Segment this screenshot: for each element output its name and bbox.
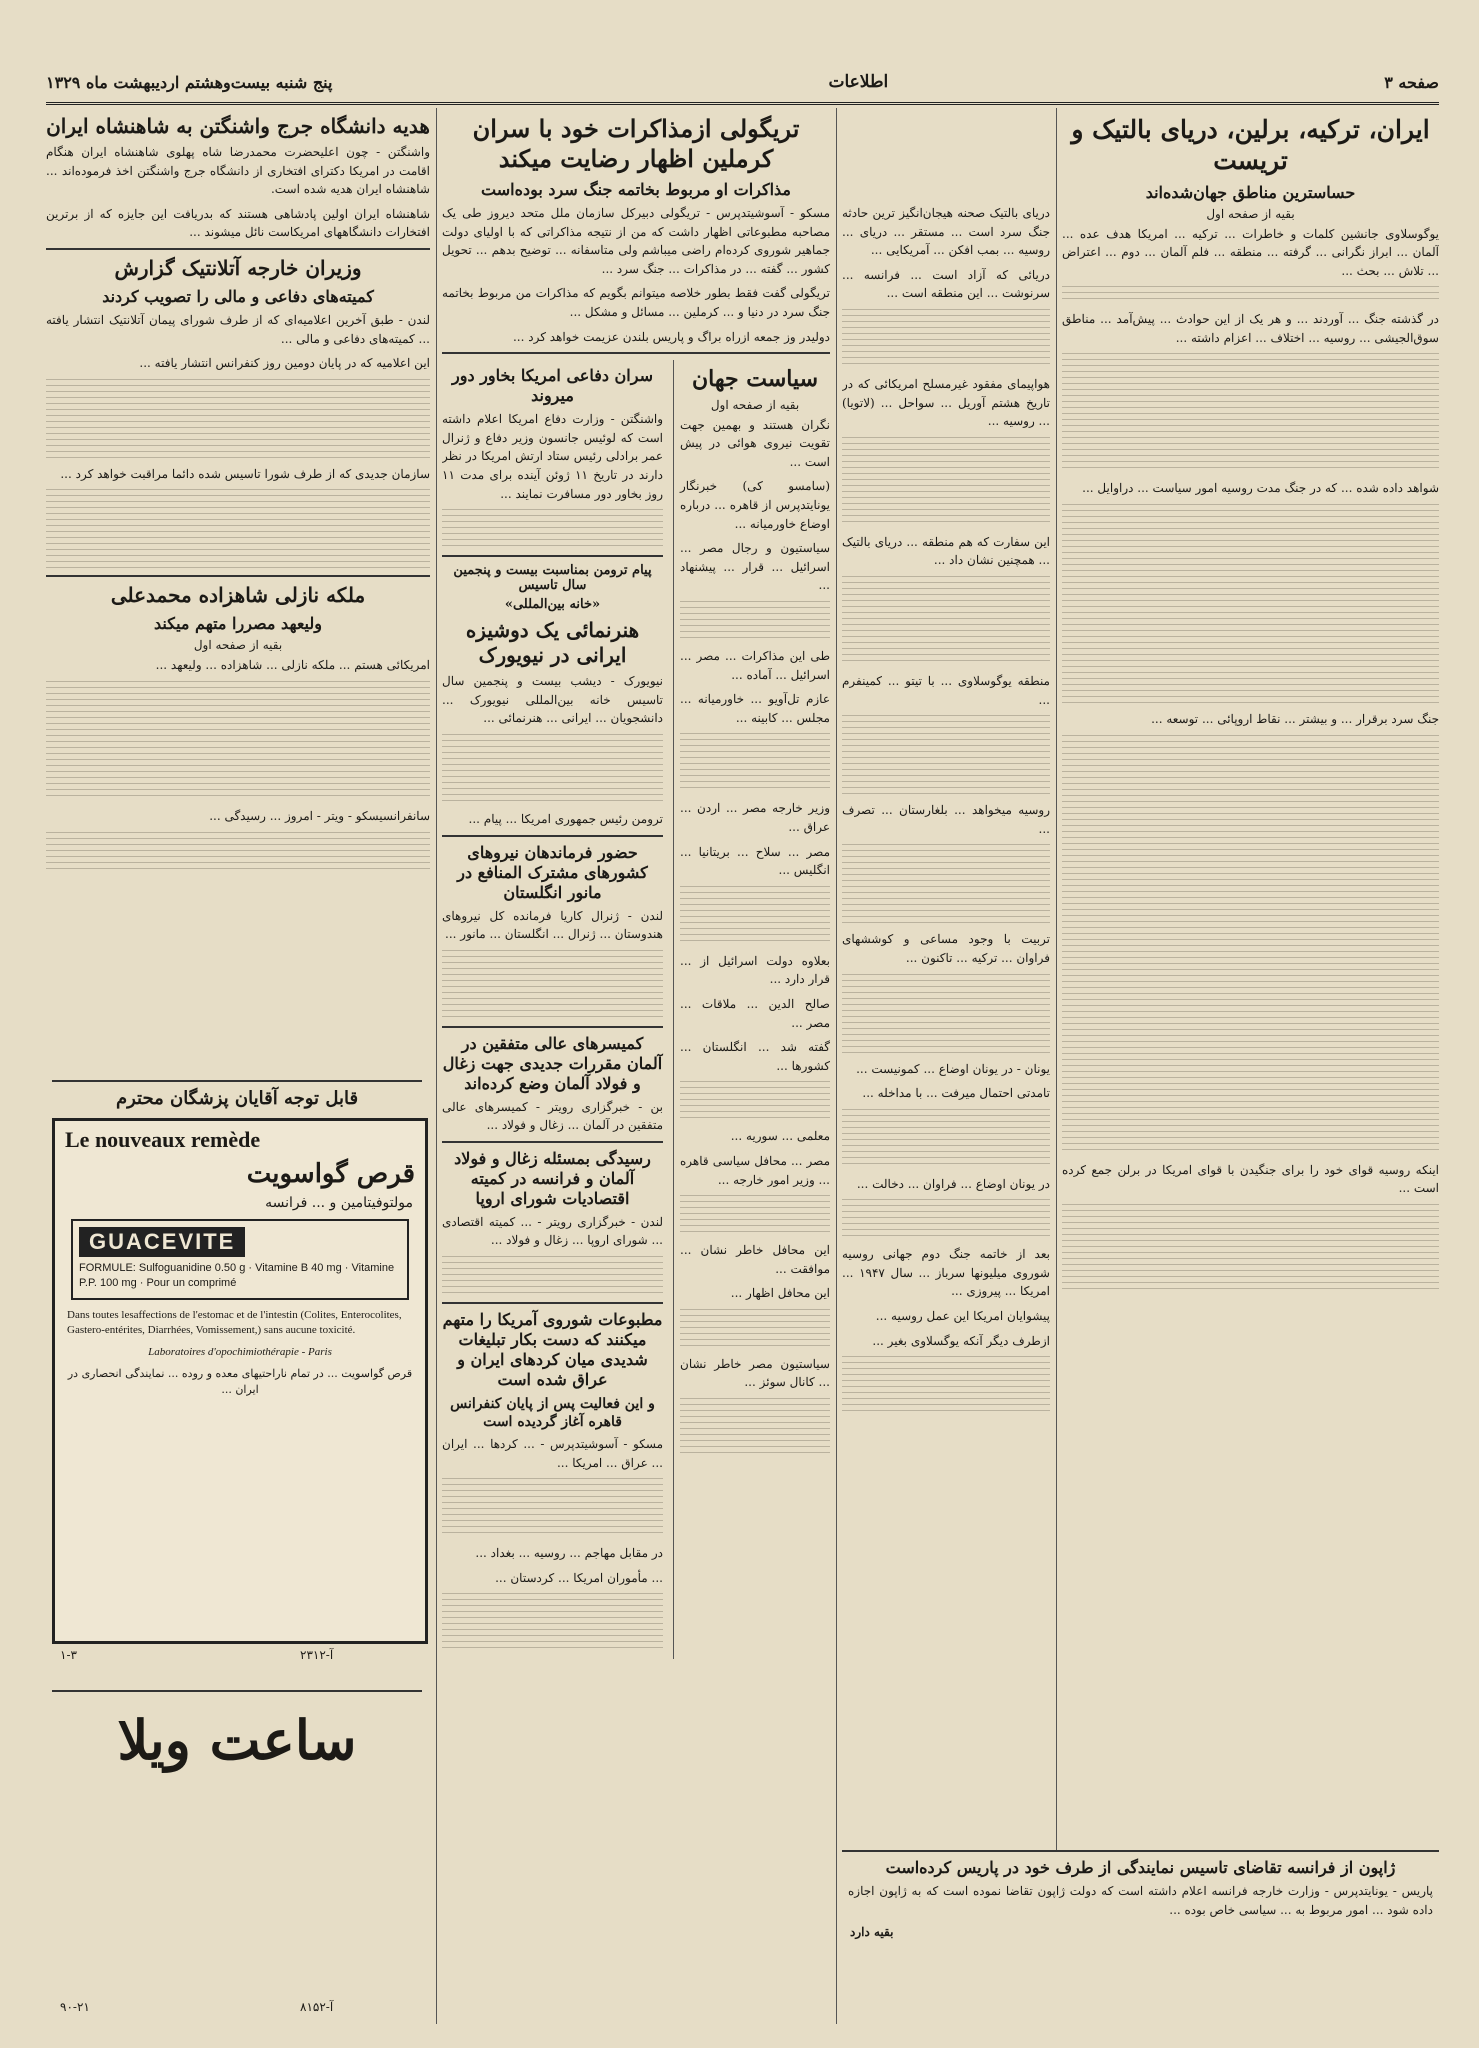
article-text: صالح الدین ... ملاقات ... مصر ... (680, 996, 830, 1030)
text-fill (442, 1256, 663, 1296)
column-rule (836, 108, 837, 2024)
subheadline: حساسترین مناطق جهان‌شده‌اند (1145, 182, 1356, 202)
ad-footer: قرص گواسویت ... در تمام ناراحتیهای معده و روده ... نمایندگی انحصاری در ایران ... (67, 1366, 413, 1397)
article-text: پیشوایان امریکا این عمل روسیه ... (875, 1309, 1050, 1324)
text-fill (1062, 504, 1439, 704)
ad-indication: Dans toutes lesaffections de l'estomac et de l'intestin (Colites, Enterocolites, Gastero-entérites, Diarrhées, Vomissement,) sans aucune toxicité. (67, 1308, 402, 1337)
article-text: (سامسو کی) خبرنگار یونایتدپرس از قاهره ... درباره اوضاع خاورمیانه ... (680, 479, 830, 531)
text-fill (680, 733, 830, 793)
article-text: واشنگتن - چون اعلیحضرت محمدرضا شاه پهلوی شاهنشاه ایران هنگام اقامت در امریکا دکترای افتخاری از دانشگاه جرج واشنگتن اخذ فرموده‌اند ... شاهنشاه ایران هدیه شده است. (46, 145, 430, 197)
guacevite-ad (52, 1118, 428, 1644)
article-text: ازطرف دیگر آنکه یوگسلاوی بغیر ... (872, 1333, 1050, 1348)
text-fill (842, 974, 1050, 1054)
story-subheadline: و این فعالیت پس از پایان کنفرانس قاهره آغاز گردیده است (450, 1396, 655, 1430)
product-name: GUACEVITE (79, 1227, 245, 1257)
subheadline: مذاکرات او مربوط بخاتمه جنگ سرد بوده‌است (481, 180, 791, 199)
text-fill (842, 844, 1050, 924)
story-kicker: پیام ترومن بمناسبت بیست و پنجمین سال تاسیس (453, 563, 652, 594)
story-subheadline: ولیعهد مصررا متهم میکند (154, 614, 322, 634)
article-text: نیویورک - دیشب بیست و پنجمین سال تاسیس خانه بین‌المللی نیویورک ... دانشجویان ... ایرانی ... هنرنمائی ... (442, 674, 663, 726)
article-text: دریای بالتیک صحنه هیجان‌انگیز ترین حادثه جنگ سرد است ... مستقر ... دریای ... روسیه ... بمب افکن ... آمریکایی ... (842, 206, 1050, 258)
article-text: در مقابل مهاجم ... روسیه ... بغداد ... (475, 1546, 663, 1561)
article-text: این محافل اظهار ... (730, 1286, 830, 1301)
text-fill (680, 601, 830, 641)
text-fill (46, 489, 430, 569)
story-headline: کمیسرهای عالی متفقین در آلمان مقررات جدیدی جهت زغال و فولاد آلمان وضع کرده‌اند (442, 1033, 663, 1093)
date-line: پنج شنبه بیست‌وهشتم اردیبهشت ماه ۱۳۲۹ (46, 72, 333, 92)
text-fill (1062, 1204, 1439, 1294)
story-headline: وزیران خارجه آتلانتیک گزارش (114, 255, 362, 280)
text-fill (680, 886, 830, 946)
article-text: در گذشته جنگ ... آوردند ... و هر یک از این حوادث ... پیش‌آمد ... مناطق سوق‌الجیشی ... روسیه ... اختلاف ... اعزام داشته ... (1062, 312, 1439, 345)
article-text: سازمان جدیدی که از طرف شورا تاسیس شده دائما مراقبت خواهد کرد ... (60, 466, 430, 481)
article-text: در یونان اوضاع ... فراوان ... دخالت ... (856, 1176, 1050, 1191)
ad-lab: Laboratoires d'opochimiothérapie - Paris (148, 1345, 332, 1358)
japan-story (842, 1850, 1439, 2026)
article-text: گفته شد ... انگلستان ... کشورها ... (680, 1040, 830, 1073)
article-text: اینکه روسیه قوای خود را برای جنگیدن با قوای امریکا در برلن جمع کرده است ... (1062, 1162, 1439, 1196)
text-fill (842, 309, 1050, 369)
mid-stories (442, 360, 663, 1659)
text-fill (680, 1081, 830, 1121)
article-text: پاریس - یونایتدپرس - وزارت خارجه فرانسه اعلام داشته است که دولت ژاپون تقاضا نموده است که به ژاپون اجازه داده شود ... امور مربوط به ... سیاسی خاص بوده ... (848, 1884, 1433, 1917)
article-text: شاهنشاه ایران اولین پادشاهی هستند که بدریافت این جایزه که از برترین افتخارات دانشگاههای امریکاست نائل میشوند ... (46, 206, 430, 240)
article-text: مصر ... محافل سیاسی قاهره ... وزیر امور خارجه ... (680, 1153, 830, 1187)
story-headline: هنرنمائی یک دوشیزه ایرانی در نیویورک (465, 618, 640, 668)
article-text: یونان - در یونان اوضاع ... کمونیست ... (856, 1061, 1050, 1076)
article-text: این سفارت که هم منطقه ... دریای بالتیک ... همچنین نشان داد ... (842, 534, 1050, 568)
article-text: تامدتی احتمال میرفت ... با مداخله ... (862, 1086, 1050, 1101)
text-fill (680, 1398, 830, 1458)
story-headline: سران دفاعی امریکا بخاور دور میروند (452, 366, 653, 406)
article-text: سیاستیون و رجال مصر ... اسرائیل ... قرار ... پیشنهاد ... (680, 541, 830, 593)
article-text: طی این مذاکرات ... مصر ... اسرائیل ... آماده ... (680, 649, 830, 682)
headline: تریگولی ازمذاکرات خود با سران کرملین اظهار رضایت میکند (472, 114, 800, 173)
text-fill (46, 379, 430, 459)
signoff: بقیه دارد (850, 1925, 894, 1940)
section-rule (442, 1302, 663, 1304)
ad-code: ۹۰-۲۱ (60, 2000, 90, 2014)
article-text: این اعلامیه که در پایان دومین روز کنفرانس انتشار یافته ... (139, 356, 430, 371)
article-text: هواپیمای مفقود غیرمسلح امریکائی که در تاریخ هشتم آوریل ... سواحل ... (لاتویا) ... روسیه ... (842, 376, 1050, 429)
column-rule (1056, 108, 1057, 2024)
article-text: این محافل خاطر نشان ... موافقت ... (680, 1243, 830, 1276)
section-rule (442, 1141, 663, 1143)
section-rule (442, 835, 663, 837)
text-fill (1062, 286, 1439, 304)
continued-note: بقیه از صفحه اول (710, 397, 800, 412)
text-fill (842, 437, 1050, 527)
article-text: معلمی ... سوریه ... (730, 1129, 830, 1144)
article-text: شواهد داده شده ... که در جنگ مدت روسیه امور سیاست ... دراوایل ... (1082, 481, 1439, 496)
text-fill (842, 1199, 1050, 1239)
ad-code: ۲۳۱۲-آ (300, 1648, 334, 1662)
article-text: مسکو - آسوشیتدپرس - ... کردها ... ایران ... عراق ... امریکا ... (442, 1437, 663, 1470)
page-number: صفحه ۳ (1384, 72, 1439, 92)
section-rule (442, 1026, 663, 1028)
story-headline: ژاپون از فرانسه تقاضای تاسیس نمایندگی از طرف خود در پاریس کرده‌است (885, 1858, 1396, 1877)
article-text: لندن - خبرگزاری رویتر - ... کمیته اقتصادی ... شورای اروپا ... زغال و فولاد ... (442, 1214, 663, 1248)
article-text: مصر ... سلاح ... بریتانیا ... انگلیس ... (680, 844, 830, 878)
column-right (1062, 108, 1439, 2024)
article-text: ترومن رئیس جمهوری امریکا ... پیام ... (468, 811, 663, 826)
story-quote: «خانه بین‌المللی» (504, 597, 601, 613)
story-headline: مطبوعات شوروی آمریکا را متهم میکنند که دست بکار تبلیغات شدیدی میان کردهای ایران و عراق شده است (442, 1310, 663, 1390)
article-text: روسیه میخواهد ... بلغارستان ... تصرف ... (842, 803, 1050, 836)
article-text: بن - خبرگزاری رویتر - کمیسرهای عالی متفقین در آلمان ... زغال و فولاد ... (442, 1099, 663, 1133)
world-politics-column (673, 360, 830, 1659)
text-fill (680, 1309, 830, 1349)
article-text: دریائی که آزاد است ... فرانسه ... سرنوشت ... این منطقه است ... (842, 267, 1050, 301)
notice-doctors: قابل توجه آقایان پزشگان محترم (52, 1080, 422, 1109)
article-text: لندن - ژنرال کاریا فرمانده کل نیروهای هندوستان ... ژنرال ... انگلستان ... مانور ... (442, 908, 663, 942)
text-fill (842, 576, 1050, 666)
continued-note: بقیه از صفحه اول (1206, 206, 1295, 221)
text-fill (442, 950, 663, 1020)
text-fill (442, 734, 663, 804)
text-fill (442, 1593, 663, 1653)
article-text: واشنگتن - وزارت دفاع امریکا اعلام داشته است که لوئیس جانسون وزیر دفاع و ژنرال عمر برادلی رئیس ستاد ارتش امریکا در نظر دارند در تاریخ ۱۱ ژوئن آینده برای مدت ۱۱ روز بخاور دور مسافرت نمایند ... (442, 412, 663, 501)
text-fill (442, 509, 663, 549)
article-text: تریگولی گفت فقط بطور خلاصه میتوانم بگویم که مذاکرات من مربوط بخاتمه جنگ سرد در دنیا و ... کرملین ... مسائل و مشکل ... (442, 286, 830, 319)
article-text: سیاستیون مصر خاطر نشان ... کانال سوئز ... (680, 1356, 830, 1390)
masthead (46, 62, 1439, 105)
watch-ad-title: ساعت ویلا (117, 1708, 357, 1772)
article-text: جنگ سرد برقرار ... و بیشتر ... نقاط اروپائی ... توسعه ... (1151, 712, 1439, 727)
article-text: منطقه یوگوسلاوی ... با تیتو ... کمینفرم ... (842, 673, 1050, 707)
story-headline: حضور فرماندهان نیروهای کشورهای مشترک المنافع در مانور انگلستان (457, 842, 648, 902)
text-fill (1062, 353, 1439, 473)
story-headline: ملکه نازلی شاهزاده محمدعلی (110, 583, 366, 608)
story-headline: رسیدگی بمسئله زغال و فولاد آلمان و فرانسه در کمیته اقتصادیات شورای اروپا (454, 1148, 651, 1208)
ad-tagline: مولتوفیتامین و ... فرانسه (265, 1195, 413, 1211)
article-text: مسکو - آسوشیتدپرس - تریگولی دبیرکل سازمان ملل متحد دیروز طی یک مصاحبه مطبوعاتی اظهار داشت که من از نتیجه مذاکراتی که با اولیای دولت جماهیر شوروی کرده‌ام راضی میباشم ولی متاسفانه ... توضیح بدهم ... تحویل کشور ... گفته ... در مذاکرات ... جنگ سرد ... (442, 206, 830, 276)
section-rule (46, 575, 430, 577)
column-mid (442, 108, 830, 2024)
ad-persian-title: قرص گواسویت (246, 1159, 415, 1189)
text-fill (842, 1356, 1050, 1416)
article-text: ... مأموران امریکا ... کردستان ... (495, 1570, 663, 1585)
product-formula: FORMULE: Sulfoguanidine 0.50 g · Vitamine B 40 mg · Vitamine P.P. 100 mg · Pour un comprimé (79, 1262, 395, 1290)
article-text: عازم تل‌آویو ... خاورمیانه ... مجلس ... کابینه ... (680, 692, 830, 725)
article-text: وزیر خارجه مصر ... اردن ... عراق ... (680, 801, 830, 834)
continued-note: بقیه از صفحه اول (193, 638, 283, 653)
story-subheadline: کمیته‌های دفاعی و مالی را تصویب کردند (102, 286, 374, 306)
product-box (71, 1219, 409, 1300)
article-text: بعد از خاتمه جنگ دوم جهانی روسیه شوروی میلیونها سرباز ... سال ۱۹۴۷ ... امریکا ... پیروزی ... (842, 1247, 1050, 1299)
text-fill (842, 715, 1050, 795)
section-rule (442, 352, 830, 354)
article-text: لندن - طبق آخرین اعلامیه‌ای که از طرف شورای پیمان آتلانتیک انتشار یافته ... کمیته‌های دفاعی و مالی ... (46, 312, 430, 346)
section-rule (442, 555, 663, 557)
text-fill (46, 681, 430, 801)
ad-french-title: Le nouveaux remède (65, 1127, 261, 1152)
text-fill (442, 1478, 663, 1538)
ad-code: ۸۱۵۲-آ (300, 2000, 334, 2014)
column-rule (436, 108, 437, 2024)
article-text: بعلاوه دولت اسرائیل از ... قرار دارد ... (680, 953, 830, 987)
watch-ad (52, 1690, 422, 1772)
text-fill (46, 832, 430, 872)
article-text: تربیت با وجود مساعی و کوششهای فراوان ... ترکیه ... تاکنون ... (842, 932, 1050, 965)
article-text: یوگوسلاوی جانشین کلمات و خاطرات ... ترکیه ... امریکا هدف عده ... آلمان ... ابراز نگرانی ... گرفته ... منطقه ... فلم آلمان ... دوم ... اعتراض ... تلاش ... بحث ... (1062, 226, 1439, 278)
column-mid-right (842, 108, 1050, 2024)
article-text: نگران هستند و بهمین جهت تقویت نیروی هوائی در پیش است ... (680, 417, 830, 469)
article-text: سانفرانسیسکو - ویتر - امروز ... رسیدگی ... (209, 808, 430, 823)
section-rule (46, 248, 430, 250)
text-fill (842, 1109, 1050, 1169)
column-left (46, 108, 430, 1048)
story-headline: هدیه دانشگاه جرج واشنگتن به شاهنشاه ایران (46, 114, 430, 138)
text-fill (680, 1195, 830, 1235)
text-fill (1062, 735, 1439, 1155)
ad-code: ۱-۳ (60, 1648, 77, 1662)
paper-name: اطلاعات (828, 72, 889, 92)
article-text: دولیدر وز جمعه ازراه براگ و پاریس بلندن عزیمت خواهد کرد ... (512, 329, 830, 344)
world-politics-title: سیاست جهان (691, 366, 819, 393)
headline: ایران، ترکیه، برلین، دریای بالتیک و تریست (1071, 115, 1430, 176)
article-text: امریکائی هستم ... ملکه نازلی ... شاهزاده ... ولیعهد ... (155, 658, 430, 673)
